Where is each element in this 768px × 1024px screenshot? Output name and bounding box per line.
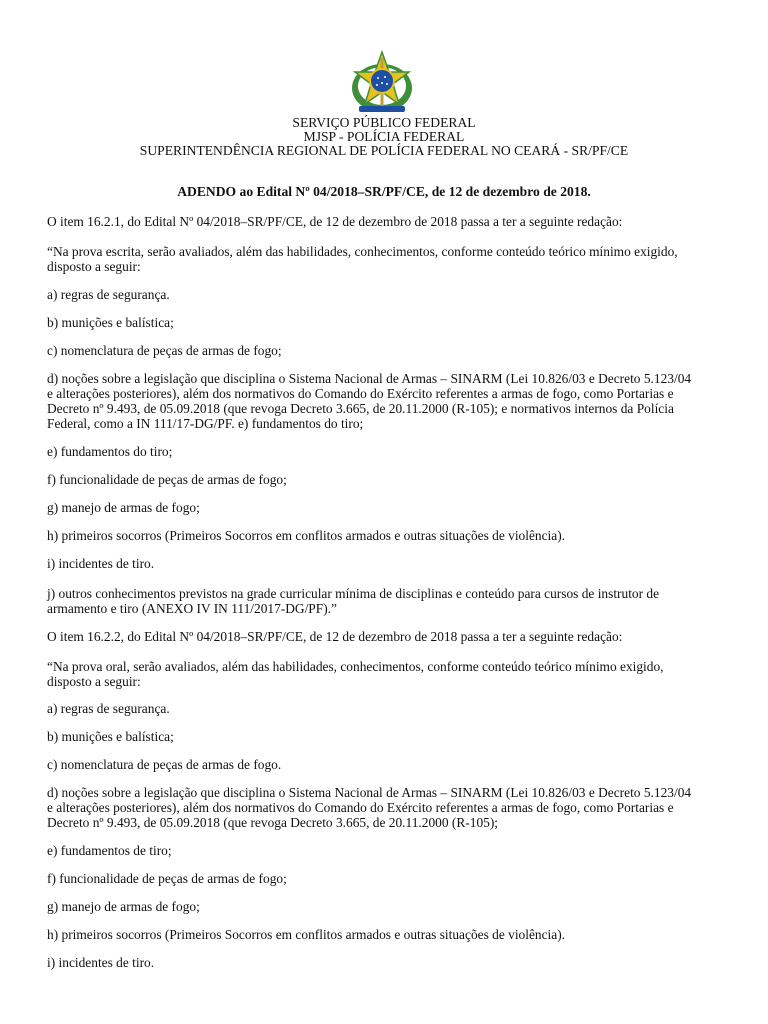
paragraph-line: Decreto nº 9.493, de 05.09.2018 (que revoga Decreto 3.665, de 20.11.2000 (R-105); <box>47 815 499 830</box>
paragraph-line: armamento e tiro (ANEXO IV IN 111/2017-DG/PF).” <box>47 601 337 616</box>
paragraph <box>47 528 737 543</box>
paragraph-line: d) noções sobre a legislação que disciplina o Sistema Nacional de Armas – SINARM (Lei 10.826/03 e Decreto 5.123/04 <box>47 785 692 800</box>
paragraph-line: f) funcionalidade de peças de armas de fogo; <box>47 472 287 487</box>
paragraph <box>47 757 737 772</box>
paragraph <box>47 629 737 644</box>
paragraph-line: h) primeiros socorros (Primeiros Socorros em conflitos armados e outras situações de violência). <box>47 927 566 942</box>
paragraph-line: b) munições e balística; <box>47 315 174 330</box>
paragraph-line: i) incidentes de tiro. <box>47 955 155 970</box>
letterhead-line-3: SUPERINTENDÊNCIA REGIONAL DE POLÍCIA FEDERAL NO CEARÁ - SR/PF/CE <box>139 143 629 158</box>
paragraph-line: e alterações posteriores), além dos normativos do Comando do Exército referentes a armas de fogo, como Portarias e <box>47 386 674 401</box>
paragraph-line: c) nomenclatura de peças de armas de fogo; <box>47 343 282 358</box>
paragraph-line: f) funcionalidade de peças de armas de fogo; <box>47 871 287 886</box>
paragraph <box>47 244 737 274</box>
paragraph-line: Federal, como a IN 111/17-DG/PF. e) fundamentos do tiro; <box>47 416 364 431</box>
paragraph-line: “Na prova escrita, serão avaliados, além das habilidades, conhecimentos, conforme conteúdo teórico mínimo exigido, <box>47 244 678 259</box>
letterhead <box>0 116 768 158</box>
paragraph-line: j) outros conhecimentos previstos na grade curricular mínima de disciplinas e conteúdo para cursos de instrutor de <box>47 586 660 601</box>
paragraph-line: O item 16.2.1, do Edital Nº 04/2018–SR/PF/CE, de 12 de dezembro de 2018 passa a ter a seguinte redação: <box>47 214 623 229</box>
paragraph <box>47 586 737 616</box>
letterhead-line-1: SERVIÇO PÚBLICO FEDERAL <box>292 115 476 130</box>
paragraph-line: g) manejo de armas de fogo; <box>47 899 200 914</box>
paragraph-line: disposto a seguir: <box>47 674 141 689</box>
paragraph-line: Decreto nº 9.493, de 05.09.2018 (que revoga Decreto 3.665, de 20.11.2000 (R-105); e normativos internos da Polícia <box>47 401 674 416</box>
paragraph-line: disposto a seguir: <box>47 259 141 274</box>
paragraph-line: d) noções sobre a legislação que disciplina o Sistema Nacional de Armas – SINARM (Lei 10.826/03 e Decreto 5.123/04 <box>47 371 692 386</box>
paragraph-line: e) fundamentos do tiro; <box>47 444 173 459</box>
paragraph <box>47 899 737 914</box>
paragraph-line: b) munições e balística; <box>47 729 174 744</box>
paragraph-line: i) incidentes de tiro. <box>47 556 155 571</box>
paragraph-line: “Na prova oral, serão avaliados, além das habilidades, conhecimentos, conforme conteúdo teórico mínimo exigido, <box>47 659 664 674</box>
paragraph <box>47 343 737 358</box>
paragraph <box>47 701 737 716</box>
paragraph <box>47 287 737 302</box>
paragraph <box>47 871 737 886</box>
paragraph-line: g) manejo de armas de fogo; <box>47 500 200 515</box>
coat-of-arms-icon <box>349 50 415 116</box>
paragraph <box>47 729 737 744</box>
paragraph <box>47 472 737 487</box>
paragraph <box>47 371 737 431</box>
paragraph <box>47 214 737 229</box>
letterhead-line-2: MJSP - POLÍCIA FEDERAL <box>303 129 465 144</box>
paragraph-line: c) nomenclatura de peças de armas de fogo. <box>47 757 282 772</box>
paragraph-line: e) fundamentos de tiro; <box>47 843 172 858</box>
paragraph <box>47 444 737 459</box>
paragraph-line: a) regras de segurança. <box>47 701 170 716</box>
paragraph <box>47 955 737 970</box>
paragraph-line: h) primeiros socorros (Primeiros Socorros em conflitos armados e outras situações de violência). <box>47 528 566 543</box>
document-title: ADENDO ao Edital Nº 04/2018–SR/PF/CE, de 12 de dezembro de 2018. <box>177 184 591 199</box>
paragraph <box>47 659 737 689</box>
paragraph <box>47 927 737 942</box>
paragraph-line: a) regras de segurança. <box>47 287 170 302</box>
paragraph <box>47 843 737 858</box>
paragraph <box>47 315 737 330</box>
paragraph-line: e alterações posteriores), além dos normativos do Comando do Exército referentes a armas de fogo, como Portarias e <box>47 800 674 815</box>
paragraph <box>47 556 737 571</box>
paragraph <box>47 500 737 515</box>
paragraph <box>47 785 737 830</box>
paragraph-line: O item 16.2.2, do Edital Nº 04/2018–SR/PF/CE, de 12 de dezembro de 2018 passa a ter a seguinte redação: <box>47 629 623 644</box>
